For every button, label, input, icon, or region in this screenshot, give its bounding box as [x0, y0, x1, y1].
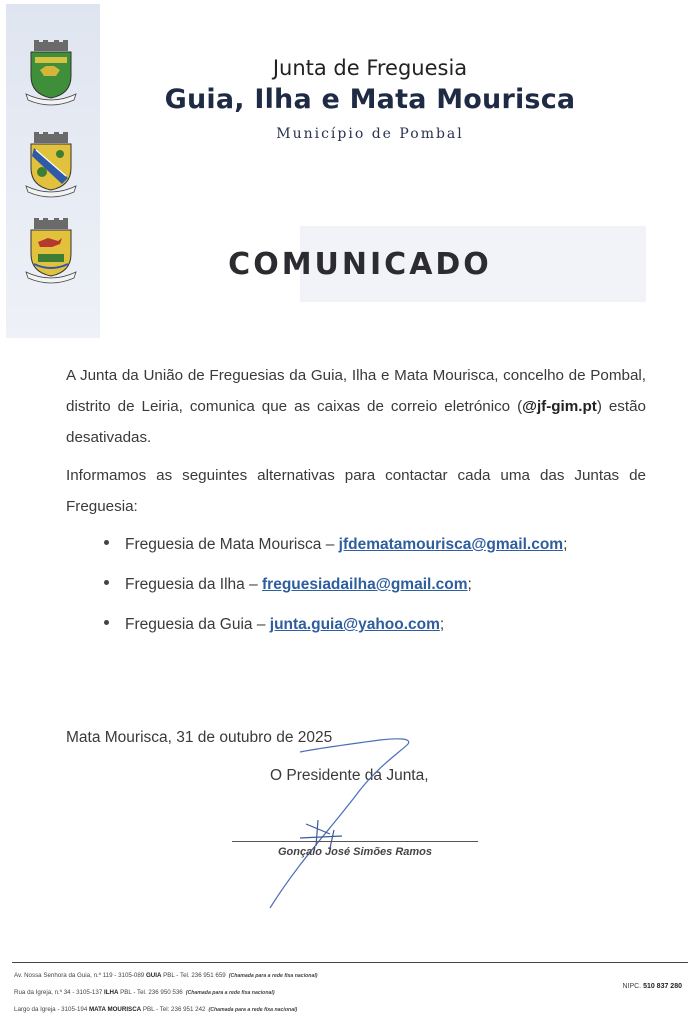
email-link-ilha[interactable]: freguesiadailha@gmail.com	[262, 576, 468, 593]
footer-address-guia	[14, 972, 318, 979]
footer-divider	[12, 962, 688, 963]
footer-locality: MATA MOURISCA	[89, 1006, 142, 1013]
footer-locality: GUIA	[145, 972, 162, 979]
contact-label: Freguesia da Guia –	[125, 616, 270, 633]
footer-note: (Chamada para a rede fixa nacional)	[228, 973, 318, 979]
header-title-freguesia: Guia, Ilha e Mata Mourisca	[164, 84, 576, 115]
footer-text: PBL - Tel. 236 951 659	[161, 972, 226, 979]
signatory-role: O Presidente da Junta,	[270, 767, 429, 784]
body-paragraph-2: Informamos as seguintes alternativas para contactar cada uma das Juntas de Freguesia:	[66, 467, 646, 515]
letter-date: Mata Mourisca, 31 de outubro de 2025	[66, 729, 333, 746]
footer-note: (Chamada para a rede fixa nacional)	[208, 1007, 298, 1013]
footer-address-ilha	[14, 989, 275, 996]
contact-suffix: ;	[563, 536, 568, 553]
footer-text: PBL - Tel. 236 950 536	[118, 989, 183, 996]
footer-note: (Chamada para a rede fixa nacional)	[185, 990, 275, 996]
contact-label: Freguesia de Mata Mourisca –	[125, 536, 339, 553]
header-title-junta: Junta de Freguesia	[272, 56, 468, 80]
nipc-label: NIPC.	[622, 983, 642, 990]
footer-text: Largo da Igreja - 3105-194	[14, 1006, 89, 1013]
footer-locality: ILHA	[103, 989, 119, 996]
contact-suffix: ;	[439, 616, 445, 633]
footer-text: Rua da Igreja, n.º 34 - 3105-137	[14, 989, 104, 996]
email-domain: @jf-gim.pt	[522, 398, 597, 415]
comunicado-heading: COMUNICADO	[228, 247, 492, 282]
nipc-number	[622, 983, 682, 990]
p1-pre-text: A Junta da União de Freguesias da Guia, Ilha e Mata Mourisca, concelho de Pombal, distrito de Leiria, comunica que as caixas de correio eletrónico (	[66, 367, 646, 415]
signature-line	[232, 841, 478, 842]
email-link-mata-mourisca[interactable]: jfdematamourisca@gmail.com	[338, 536, 564, 553]
email-link-guia[interactable]: junta.guia@yahoo.com	[269, 616, 440, 633]
nipc-value: 510 837 280	[643, 983, 682, 990]
contact-label: Freguesia da Ilha –	[125, 576, 263, 593]
footer-text: PBL - Tel: 236 951 242	[141, 1006, 206, 1013]
contact-suffix: ;	[467, 576, 472, 593]
header-title-municipio: Município de Pombal	[276, 126, 464, 142]
footer-address-mata-mourisca	[14, 1006, 297, 1013]
p1-post-text: ) estão desativadas.	[66, 398, 647, 446]
signer-name: Gonçalo José Simões Ramos	[277, 846, 433, 858]
footer-text: Av. Nossa Senhora da Guia, n.º 119 - 3105-089	[14, 972, 146, 979]
